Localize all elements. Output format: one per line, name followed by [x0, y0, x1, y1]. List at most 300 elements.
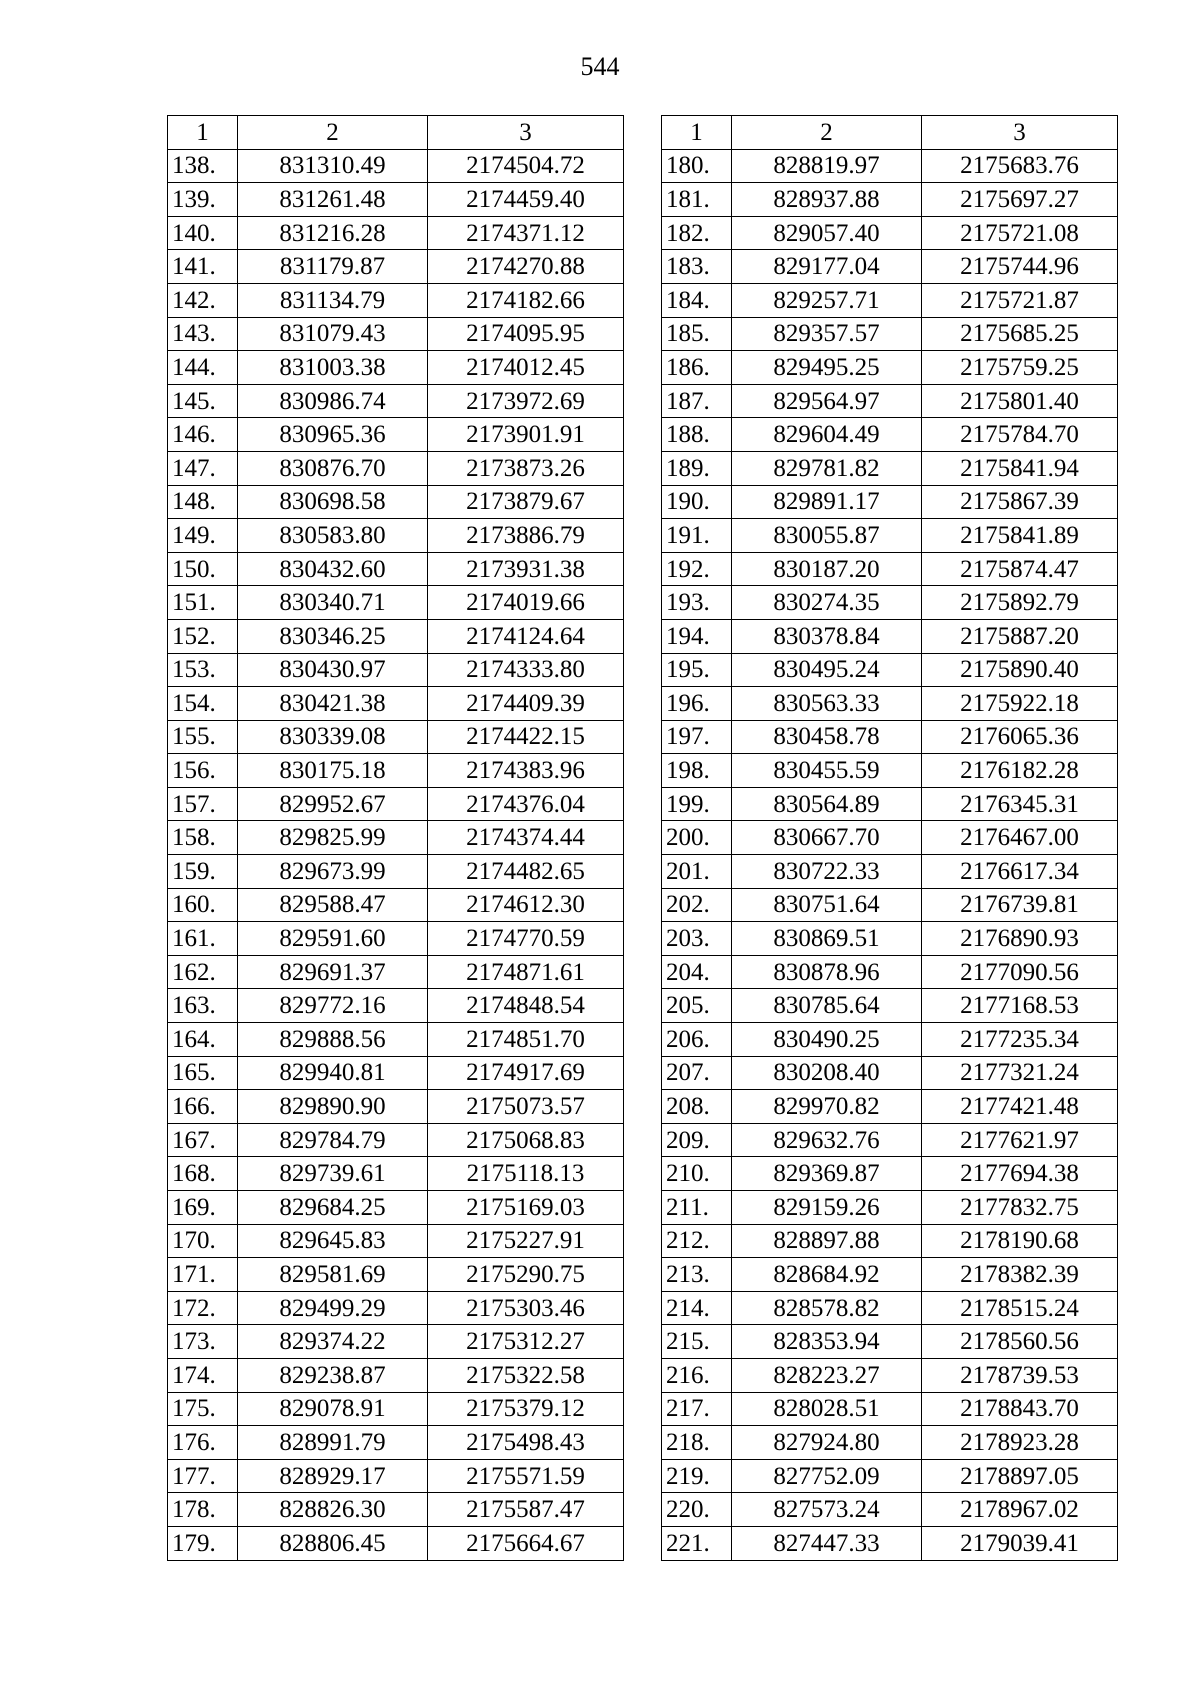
y-coordinate-cell: 2175683.76 — [922, 149, 1118, 183]
point-number-cell: 200. — [662, 821, 732, 855]
table-row — [168, 687, 624, 721]
y-coordinate-cell: 2178923.28 — [922, 1426, 1118, 1460]
y-coordinate-cell: 2178967.02 — [922, 1493, 1118, 1527]
table-row — [168, 384, 624, 418]
x-coordinate-cell: 830421.38 — [238, 687, 428, 721]
y-coordinate-cell: 2178897.05 — [922, 1459, 1118, 1493]
x-coordinate-cell: 829888.56 — [238, 1023, 428, 1057]
table-row — [168, 653, 624, 687]
point-number-cell: 170. — [168, 1224, 238, 1258]
point-number-cell: 189. — [662, 451, 732, 485]
x-coordinate-cell: 827924.80 — [732, 1426, 922, 1460]
y-coordinate-cell: 2175068.83 — [428, 1123, 624, 1157]
x-coordinate-cell: 830583.80 — [238, 519, 428, 553]
point-number-cell: 155. — [168, 720, 238, 754]
y-coordinate-cell: 2176739.81 — [922, 888, 1118, 922]
y-coordinate-cell: 2175867.39 — [922, 485, 1118, 519]
table-row — [662, 754, 1118, 788]
point-number-cell: 181. — [662, 183, 732, 217]
y-coordinate-cell: 2173873.26 — [428, 451, 624, 485]
x-coordinate-cell: 828353.94 — [732, 1325, 922, 1359]
x-coordinate-cell: 828929.17 — [238, 1459, 428, 1493]
point-number-cell: 195. — [662, 653, 732, 687]
point-number-cell: 210. — [662, 1157, 732, 1191]
table-row — [168, 1426, 624, 1460]
point-number-cell: 146. — [168, 418, 238, 452]
x-coordinate-cell: 828897.88 — [732, 1224, 922, 1258]
y-coordinate-cell: 2174409.39 — [428, 687, 624, 721]
table-row — [662, 216, 1118, 250]
point-number-cell: 171. — [168, 1258, 238, 1292]
x-coordinate-cell: 830432.60 — [238, 552, 428, 586]
table-row — [662, 653, 1118, 687]
point-number-cell: 209. — [662, 1123, 732, 1157]
point-number-cell: 211. — [662, 1191, 732, 1225]
table-row — [168, 1123, 624, 1157]
point-number-cell: 203. — [662, 922, 732, 956]
y-coordinate-cell: 2175498.43 — [428, 1426, 624, 1460]
x-coordinate-cell: 830340.71 — [238, 586, 428, 620]
x-coordinate-cell: 829784.79 — [238, 1123, 428, 1157]
x-coordinate-cell: 829495.25 — [732, 351, 922, 385]
y-coordinate-cell: 2178382.39 — [922, 1258, 1118, 1292]
y-coordinate-cell: 2173901.91 — [428, 418, 624, 452]
y-coordinate-cell: 2175721.87 — [922, 283, 1118, 317]
point-number-cell: 205. — [662, 989, 732, 1023]
point-number-cell: 217. — [662, 1392, 732, 1426]
table-row — [168, 552, 624, 586]
point-number-cell: 143. — [168, 317, 238, 351]
table-row — [168, 787, 624, 821]
page-number: 544 — [580, 52, 620, 81]
table-row — [662, 250, 1118, 284]
table-row — [168, 1459, 624, 1493]
point-number-cell: 202. — [662, 888, 732, 922]
y-coordinate-cell: 2174012.45 — [428, 351, 624, 385]
x-coordinate-cell: 830378.84 — [732, 619, 922, 653]
header-cell: 3 — [428, 116, 624, 150]
x-coordinate-cell: 829177.04 — [732, 250, 922, 284]
table-row — [662, 1191, 1118, 1225]
x-coordinate-cell: 830274.35 — [732, 586, 922, 620]
x-coordinate-cell: 830187.20 — [732, 552, 922, 586]
y-coordinate-cell: 2176065.36 — [922, 720, 1118, 754]
table-row — [168, 1358, 624, 1392]
x-coordinate-cell: 830490.25 — [732, 1023, 922, 1057]
point-number-cell: 152. — [168, 619, 238, 653]
table-row — [662, 1459, 1118, 1493]
y-coordinate-cell: 2174871.61 — [428, 955, 624, 989]
x-coordinate-cell: 829357.57 — [732, 317, 922, 351]
y-coordinate-cell: 2175801.40 — [922, 384, 1118, 418]
y-coordinate-cell: 2176345.31 — [922, 787, 1118, 821]
y-coordinate-cell: 2178739.53 — [922, 1358, 1118, 1392]
x-coordinate-cell: 829645.83 — [238, 1224, 428, 1258]
table-row — [662, 317, 1118, 351]
y-coordinate-cell: 2174333.80 — [428, 653, 624, 687]
y-coordinate-cell: 2177421.48 — [922, 1090, 1118, 1124]
header-cell: 2 — [238, 116, 428, 150]
point-number-cell: 150. — [168, 552, 238, 586]
x-coordinate-cell: 830667.70 — [732, 821, 922, 855]
y-coordinate-cell: 2176890.93 — [922, 922, 1118, 956]
x-coordinate-cell: 829739.61 — [238, 1157, 428, 1191]
point-number-cell: 208. — [662, 1090, 732, 1124]
x-coordinate-cell: 829781.82 — [732, 451, 922, 485]
y-coordinate-cell: 2175721.08 — [922, 216, 1118, 250]
y-coordinate-cell: 2175922.18 — [922, 687, 1118, 721]
x-coordinate-cell: 828578.82 — [732, 1291, 922, 1325]
y-coordinate-cell: 2174182.66 — [428, 283, 624, 317]
y-coordinate-cell: 2177321.24 — [922, 1056, 1118, 1090]
y-coordinate-cell: 2174851.70 — [428, 1023, 624, 1057]
x-coordinate-cell: 830346.25 — [238, 619, 428, 653]
point-number-cell: 177. — [168, 1459, 238, 1493]
table-row — [662, 1056, 1118, 1090]
y-coordinate-cell: 2175841.89 — [922, 519, 1118, 553]
point-number-cell: 188. — [662, 418, 732, 452]
y-coordinate-cell: 2178515.24 — [922, 1291, 1118, 1325]
table-row — [168, 754, 624, 788]
x-coordinate-cell: 831179.87 — [238, 250, 428, 284]
point-number-cell: 201. — [662, 855, 732, 889]
point-number-cell: 154. — [168, 687, 238, 721]
x-coordinate-cell: 831079.43 — [238, 317, 428, 351]
x-coordinate-cell: 829564.97 — [732, 384, 922, 418]
table-row — [168, 1157, 624, 1191]
table-row — [168, 451, 624, 485]
table-row — [662, 687, 1118, 721]
table-row — [168, 1291, 624, 1325]
point-number-cell: 199. — [662, 787, 732, 821]
table-row — [662, 519, 1118, 553]
table-row — [662, 1392, 1118, 1426]
y-coordinate-cell: 2175169.03 — [428, 1191, 624, 1225]
y-coordinate-cell: 2175664.67 — [428, 1526, 624, 1560]
point-number-cell: 139. — [168, 183, 238, 217]
x-coordinate-cell: 827447.33 — [732, 1526, 922, 1560]
point-number-cell: 218. — [662, 1426, 732, 1460]
table-row — [662, 451, 1118, 485]
y-coordinate-cell: 2175784.70 — [922, 418, 1118, 452]
point-number-cell: 159. — [168, 855, 238, 889]
point-number-cell: 182. — [662, 216, 732, 250]
point-number-cell: 172. — [168, 1291, 238, 1325]
table-row — [662, 955, 1118, 989]
y-coordinate-cell: 2175227.91 — [428, 1224, 624, 1258]
table-row — [168, 1526, 624, 1560]
y-coordinate-cell: 2174270.88 — [428, 250, 624, 284]
y-coordinate-cell: 2175587.47 — [428, 1493, 624, 1527]
table-row — [168, 317, 624, 351]
table-row — [168, 519, 624, 553]
table-row — [168, 855, 624, 889]
table-row — [168, 1224, 624, 1258]
table-row — [662, 821, 1118, 855]
x-coordinate-cell: 830055.87 — [732, 519, 922, 553]
point-number-cell: 214. — [662, 1291, 732, 1325]
point-number-cell: 141. — [168, 250, 238, 284]
x-coordinate-cell: 830563.33 — [732, 687, 922, 721]
y-coordinate-cell: 2174383.96 — [428, 754, 624, 788]
table-row — [168, 989, 624, 1023]
point-number-cell: 156. — [168, 754, 238, 788]
y-coordinate-cell: 2174482.65 — [428, 855, 624, 889]
y-coordinate-cell: 2174504.72 — [428, 149, 624, 183]
y-coordinate-cell: 2175571.59 — [428, 1459, 624, 1493]
header-cell: 3 — [922, 116, 1118, 150]
table-row — [168, 619, 624, 653]
table-row — [662, 619, 1118, 653]
y-coordinate-cell: 2175290.75 — [428, 1258, 624, 1292]
point-number-cell: 169. — [168, 1191, 238, 1225]
x-coordinate-cell: 828937.88 — [732, 183, 922, 217]
x-coordinate-cell: 829632.76 — [732, 1123, 922, 1157]
y-coordinate-cell: 2173931.38 — [428, 552, 624, 586]
point-number-cell: 163. — [168, 989, 238, 1023]
table-row — [168, 586, 624, 620]
y-coordinate-cell: 2178190.68 — [922, 1224, 1118, 1258]
y-coordinate-cell: 2175887.20 — [922, 619, 1118, 653]
y-coordinate-cell: 2174374.44 — [428, 821, 624, 855]
point-number-cell: 165. — [168, 1056, 238, 1090]
y-coordinate-cell: 2177832.75 — [922, 1191, 1118, 1225]
x-coordinate-cell: 831310.49 — [238, 149, 428, 183]
y-coordinate-cell: 2174376.04 — [428, 787, 624, 821]
y-coordinate-cell: 2174422.15 — [428, 720, 624, 754]
x-coordinate-cell: 828826.30 — [238, 1493, 428, 1527]
y-coordinate-cell: 2177168.53 — [922, 989, 1118, 1023]
y-coordinate-cell: 2175841.94 — [922, 451, 1118, 485]
point-number-cell: 158. — [168, 821, 238, 855]
point-number-cell: 160. — [168, 888, 238, 922]
x-coordinate-cell: 830458.78 — [732, 720, 922, 754]
point-number-cell: 190. — [662, 485, 732, 519]
x-coordinate-cell: 830175.18 — [238, 754, 428, 788]
point-number-cell: 194. — [662, 619, 732, 653]
x-coordinate-cell: 827573.24 — [732, 1493, 922, 1527]
x-coordinate-cell: 827752.09 — [732, 1459, 922, 1493]
x-coordinate-cell: 829891.17 — [732, 485, 922, 519]
point-number-cell: 193. — [662, 586, 732, 620]
table-row — [168, 1493, 624, 1527]
x-coordinate-cell: 829588.47 — [238, 888, 428, 922]
table-row — [168, 1090, 624, 1124]
y-coordinate-cell: 2174917.69 — [428, 1056, 624, 1090]
x-coordinate-cell: 829673.99 — [238, 855, 428, 889]
x-coordinate-cell: 829970.82 — [732, 1090, 922, 1124]
table-row — [662, 1090, 1118, 1124]
y-coordinate-cell: 2175759.25 — [922, 351, 1118, 385]
x-coordinate-cell: 829078.91 — [238, 1392, 428, 1426]
y-coordinate-cell: 2173879.67 — [428, 485, 624, 519]
y-coordinate-cell: 2175874.47 — [922, 552, 1118, 586]
point-number-cell: 178. — [168, 1493, 238, 1527]
y-coordinate-cell: 2176617.34 — [922, 855, 1118, 889]
point-number-cell: 212. — [662, 1224, 732, 1258]
x-coordinate-cell: 830869.51 — [732, 922, 922, 956]
y-coordinate-cell: 2175312.27 — [428, 1325, 624, 1359]
x-coordinate-cell: 829684.25 — [238, 1191, 428, 1225]
x-coordinate-cell: 831216.28 — [238, 216, 428, 250]
table-row — [662, 351, 1118, 385]
x-coordinate-cell: 830430.97 — [238, 653, 428, 687]
x-coordinate-cell: 829772.16 — [238, 989, 428, 1023]
table-row — [662, 787, 1118, 821]
x-coordinate-cell: 831003.38 — [238, 351, 428, 385]
y-coordinate-cell: 2176182.28 — [922, 754, 1118, 788]
y-coordinate-cell: 2178560.56 — [922, 1325, 1118, 1359]
table-row — [662, 552, 1118, 586]
table-row — [168, 485, 624, 519]
y-coordinate-cell: 2175697.27 — [922, 183, 1118, 217]
point-number-cell: 219. — [662, 1459, 732, 1493]
table-row — [168, 1325, 624, 1359]
point-number-cell: 221. — [662, 1526, 732, 1560]
y-coordinate-cell: 2174770.59 — [428, 922, 624, 956]
table-row — [168, 1392, 624, 1426]
table-row — [168, 1258, 624, 1292]
table-row — [662, 1023, 1118, 1057]
y-coordinate-cell: 2174124.64 — [428, 619, 624, 653]
y-coordinate-cell: 2179039.41 — [922, 1526, 1118, 1560]
x-coordinate-cell: 829374.22 — [238, 1325, 428, 1359]
x-coordinate-cell: 830878.96 — [732, 955, 922, 989]
x-coordinate-cell: 829604.49 — [732, 418, 922, 452]
x-coordinate-cell: 830455.59 — [732, 754, 922, 788]
table-header-row — [168, 116, 624, 150]
point-number-cell: 153. — [168, 653, 238, 687]
y-coordinate-cell: 2177694.38 — [922, 1157, 1118, 1191]
x-coordinate-cell: 829825.99 — [238, 821, 428, 855]
point-number-cell: 220. — [662, 1493, 732, 1527]
y-coordinate-cell: 2176467.00 — [922, 821, 1118, 855]
x-coordinate-cell: 830751.64 — [732, 888, 922, 922]
x-coordinate-cell: 830339.08 — [238, 720, 428, 754]
header-cell: 1 — [168, 116, 238, 150]
point-number-cell: 176. — [168, 1426, 238, 1460]
x-coordinate-cell: 829691.37 — [238, 955, 428, 989]
table-row — [168, 1191, 624, 1225]
point-number-cell: 148. — [168, 485, 238, 519]
point-number-cell: 138. — [168, 149, 238, 183]
point-number-cell: 192. — [662, 552, 732, 586]
table-row — [168, 821, 624, 855]
x-coordinate-cell: 830722.33 — [732, 855, 922, 889]
x-coordinate-cell: 829057.40 — [732, 216, 922, 250]
y-coordinate-cell: 2175685.25 — [922, 317, 1118, 351]
point-number-cell: 147. — [168, 451, 238, 485]
table-row — [168, 418, 624, 452]
y-coordinate-cell: 2177621.97 — [922, 1123, 1118, 1157]
x-coordinate-cell: 830785.64 — [732, 989, 922, 1023]
x-coordinate-cell: 829581.69 — [238, 1258, 428, 1292]
point-number-cell: 213. — [662, 1258, 732, 1292]
y-coordinate-cell: 2175303.46 — [428, 1291, 624, 1325]
point-number-cell: 161. — [168, 922, 238, 956]
x-coordinate-cell: 829159.26 — [732, 1191, 922, 1225]
y-coordinate-cell: 2175744.96 — [922, 250, 1118, 284]
table-row — [662, 1325, 1118, 1359]
point-number-cell: 198. — [662, 754, 732, 788]
coordinates-table-left — [167, 115, 624, 1561]
table-row — [168, 283, 624, 317]
y-coordinate-cell: 2174371.12 — [428, 216, 624, 250]
x-coordinate-cell: 828819.97 — [732, 149, 922, 183]
y-coordinate-cell: 2174612.30 — [428, 888, 624, 922]
table-row — [168, 922, 624, 956]
y-coordinate-cell: 2175890.40 — [922, 653, 1118, 687]
point-number-cell: 162. — [168, 955, 238, 989]
table-row — [662, 922, 1118, 956]
point-number-cell: 164. — [168, 1023, 238, 1057]
table-row — [662, 1123, 1118, 1157]
table-row — [168, 149, 624, 183]
point-number-cell: 167. — [168, 1123, 238, 1157]
y-coordinate-cell: 2175322.58 — [428, 1358, 624, 1392]
table-row — [662, 989, 1118, 1023]
point-number-cell: 168. — [168, 1157, 238, 1191]
x-coordinate-cell: 829890.90 — [238, 1090, 428, 1124]
coordinates-table-right — [661, 115, 1118, 1561]
x-coordinate-cell: 828223.27 — [732, 1358, 922, 1392]
table-row — [662, 418, 1118, 452]
point-number-cell: 183. — [662, 250, 732, 284]
table-row — [662, 1291, 1118, 1325]
y-coordinate-cell: 2177090.56 — [922, 955, 1118, 989]
point-number-cell: 166. — [168, 1090, 238, 1124]
x-coordinate-cell: 828028.51 — [732, 1392, 922, 1426]
y-coordinate-cell: 2173886.79 — [428, 519, 624, 553]
point-number-cell: 197. — [662, 720, 732, 754]
point-number-cell: 216. — [662, 1358, 732, 1392]
point-number-cell: 196. — [662, 687, 732, 721]
point-number-cell: 140. — [168, 216, 238, 250]
table-row — [662, 1426, 1118, 1460]
point-number-cell: 191. — [662, 519, 732, 553]
point-number-cell: 185. — [662, 317, 732, 351]
point-number-cell: 145. — [168, 384, 238, 418]
x-coordinate-cell: 830208.40 — [732, 1056, 922, 1090]
table-row — [168, 720, 624, 754]
y-coordinate-cell: 2174019.66 — [428, 586, 624, 620]
table-row — [662, 485, 1118, 519]
table-row — [662, 1224, 1118, 1258]
table-row — [662, 149, 1118, 183]
table-row — [168, 888, 624, 922]
point-number-cell: 206. — [662, 1023, 732, 1057]
x-coordinate-cell: 830698.58 — [238, 485, 428, 519]
point-number-cell: 144. — [168, 351, 238, 385]
point-number-cell: 142. — [168, 283, 238, 317]
header-cell: 2 — [732, 116, 922, 150]
x-coordinate-cell: 829940.81 — [238, 1056, 428, 1090]
point-number-cell: 157. — [168, 787, 238, 821]
table-row — [662, 1493, 1118, 1527]
table-row — [662, 1358, 1118, 1392]
y-coordinate-cell: 2175892.79 — [922, 586, 1118, 620]
table-row — [662, 586, 1118, 620]
x-coordinate-cell: 829499.29 — [238, 1291, 428, 1325]
x-coordinate-cell: 829369.87 — [732, 1157, 922, 1191]
y-coordinate-cell: 2175379.12 — [428, 1392, 624, 1426]
y-coordinate-cell: 2173972.69 — [428, 384, 624, 418]
table-row — [662, 1526, 1118, 1560]
y-coordinate-cell: 2178843.70 — [922, 1392, 1118, 1426]
point-number-cell: 207. — [662, 1056, 732, 1090]
x-coordinate-cell: 829238.87 — [238, 1358, 428, 1392]
x-coordinate-cell: 830876.70 — [238, 451, 428, 485]
